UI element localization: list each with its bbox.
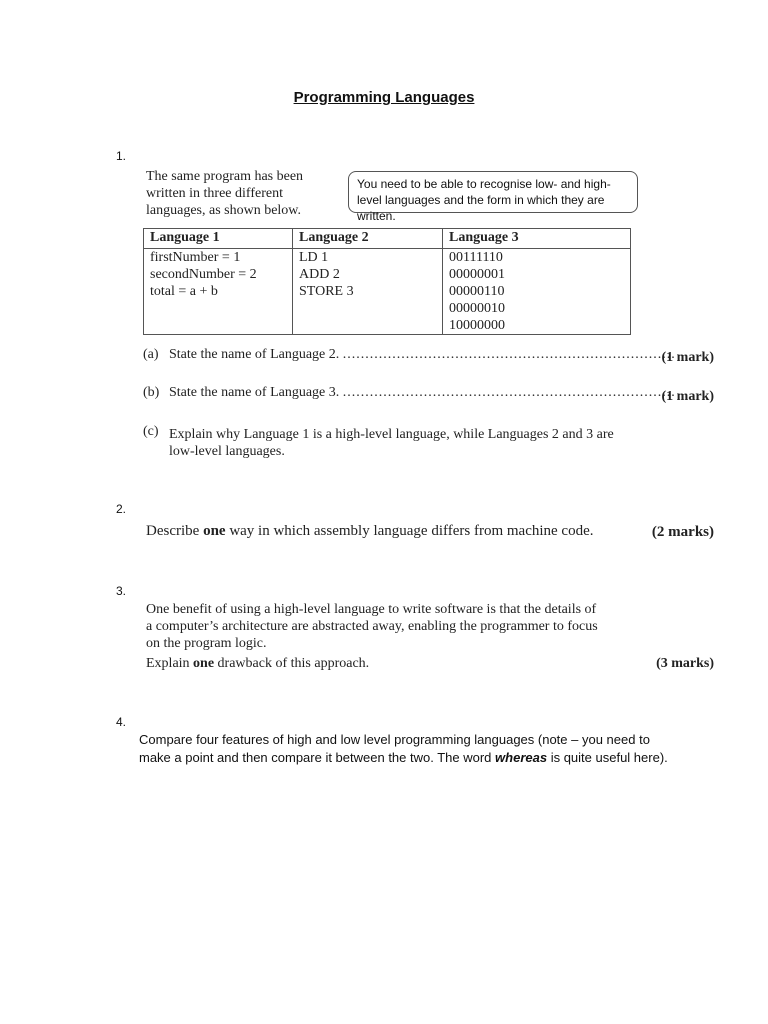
table-header: Language 1: [144, 229, 293, 249]
code-line: STORE 3: [299, 284, 354, 299]
question-4-emphasis: whereas: [495, 750, 548, 765]
question-1b-mark: (1 mark): [661, 389, 714, 404]
question-1b-text: [169, 385, 676, 401]
question-1-number: 1.: [116, 149, 127, 163]
question-2-number: 2.: [116, 502, 127, 516]
question-1c-label: (c): [143, 424, 159, 439]
code-line: 10000000: [449, 318, 505, 333]
question-3-line: a computer’s architecture are abstracted away, enabling the programmer to focus: [146, 619, 598, 634]
table-header-row: [144, 229, 631, 249]
question-1b-prompt: State the name of Language 3.: [169, 385, 340, 400]
question-3-mark: (3 marks): [656, 656, 714, 671]
question-3-line: One benefit of using a high-level language to write software is that the details of: [146, 602, 597, 617]
question-3-ask: [146, 655, 598, 672]
question-1c-line: low-level languages.: [169, 444, 285, 459]
code-line: ADD 2: [299, 267, 340, 282]
question-2-text-pre: Describe: [146, 523, 204, 539]
question-4-line: [139, 749, 668, 767]
language-table: [143, 228, 631, 335]
question-2-text-bold: one: [203, 523, 226, 539]
code-line: 00111110: [449, 250, 503, 265]
question-1-intro: The same program has been written in three different languages, as shown below.: [146, 169, 304, 218]
question-1a-text: [169, 347, 676, 363]
question-3-ask-pre: Explain: [146, 656, 194, 671]
question-3-text: [146, 601, 598, 672]
question-4-number: 4.: [116, 715, 127, 729]
language-3-code: [443, 249, 631, 335]
answer-line: ..........................................................................: [342, 347, 676, 362]
question-4-line: Compare four features of high and low level programming languages (note – you need to: [139, 732, 650, 747]
page-title: Programming Languages: [293, 89, 475, 106]
question-4-text: [139, 731, 668, 767]
code-line: 00000001: [449, 267, 505, 282]
question-2-text-post: way in which assembly language differs from machine code.: [225, 523, 594, 539]
table-row: [144, 249, 631, 335]
code-line: 00000010: [449, 301, 505, 316]
question-3-ask-bold: one: [193, 656, 215, 671]
table-header: Language 2: [293, 229, 443, 249]
answer-line: ..........................................................................: [342, 385, 676, 400]
note-box: You need to be able to recognise low- and high-level languages and the form in which they are written.: [348, 171, 638, 213]
question-2-mark: (2 marks): [651, 524, 714, 540]
question-2-text: [146, 523, 594, 540]
question-4-line-post: is quite useful here).: [547, 750, 668, 765]
language-1-code: [144, 249, 293, 335]
question-1b-label: (b): [143, 385, 160, 400]
question-4-line-pre: make a point and then compare it between the two. The word: [139, 750, 496, 765]
code-line: LD 1: [299, 250, 329, 265]
code-line: secondNumber = 2: [150, 267, 257, 282]
question-3-ask-post: drawback of this approach.: [214, 656, 370, 671]
table-header: Language 3: [443, 229, 631, 249]
question-1a-mark: (1 mark): [661, 350, 714, 365]
code-line: firstNumber = 1: [150, 250, 241, 265]
question-1c-line: Explain why Language 1 is a high-level language, while Languages 2 and 3 are: [169, 427, 614, 442]
question-3-number: 3.: [116, 584, 127, 598]
code-line: 00000110: [449, 284, 505, 299]
question-1a-prompt: State the name of Language 2.: [169, 347, 340, 362]
language-2-code: [293, 249, 443, 335]
question-1c-text: [169, 426, 614, 460]
question-1a-label: (a): [143, 347, 159, 362]
code-line: total = a + b: [150, 284, 218, 299]
question-3-line: on the program logic.: [146, 636, 267, 651]
